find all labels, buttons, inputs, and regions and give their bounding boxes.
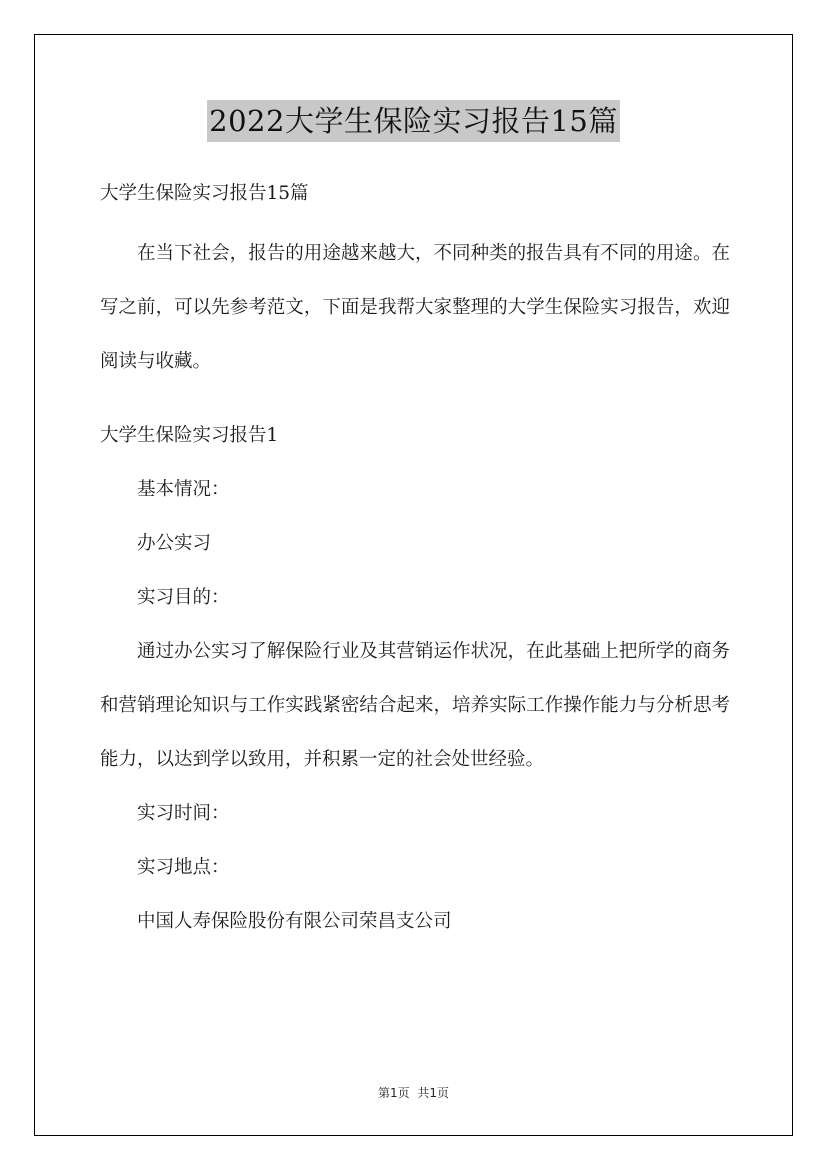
section-heading: 大学生保险实习报告1: [100, 425, 279, 446]
spacer: [100, 389, 730, 409]
page-number-current: 第1页: [377, 1086, 410, 1100]
document-body: [100, 173, 730, 949]
intro-paragraph: 在当下社会，报告的用途越来越大，不同种类的报告具有不同的用途。在写之前，可以先参考范文，下面是我帮大家整理的大学生保险实习报告，欢迎阅读与收藏。: [100, 243, 730, 372]
place-label: 实习地点：: [137, 857, 230, 878]
purpose-label: 实习目的：: [137, 587, 230, 608]
page-number-total: 共1页: [417, 1086, 450, 1100]
purpose-paragraph: 通过办公实习了解保险行业及其营销运作状况，在此基础上把所学的商务和营销理论知识与工作实践紧密结合起来，培养实际工作操作能力与分析思考能力，以达到学以致用，并积累一定的社会处世经验。: [100, 641, 730, 770]
time-label: 实习时间：: [137, 803, 230, 824]
document-subtitle: 大学生保险实习报告15篇: [100, 183, 309, 204]
title-container: [0, 100, 827, 142]
basic-info-label: 基本情况：: [137, 479, 230, 500]
basic-info-value: 办公实习: [137, 533, 212, 554]
place-value: 中国人寿保险股份有限公司荣昌支公司: [137, 911, 452, 932]
document-title: 2022大学生保险实习报告15篇: [207, 100, 620, 142]
page-footer: [0, 1084, 827, 1101]
